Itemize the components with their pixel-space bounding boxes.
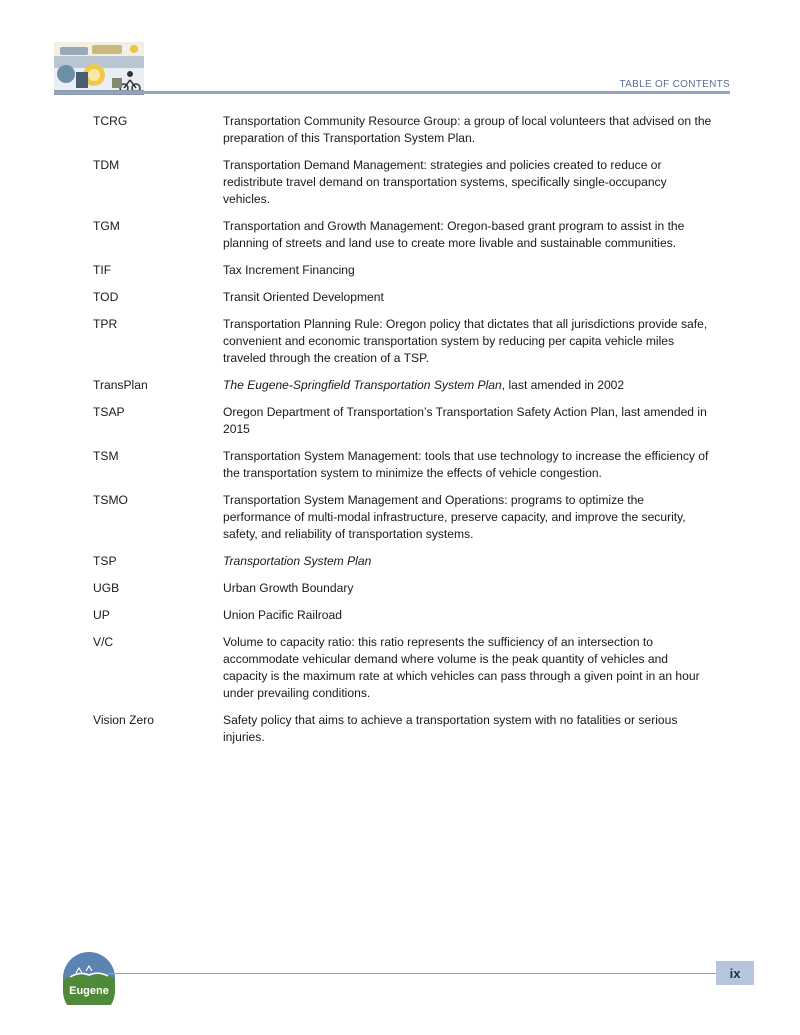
glossary-row	[93, 492, 713, 543]
glossary-definition: Transit Oriented Development	[223, 290, 384, 304]
glossary-definition: Volume to capacity ratio: this ratio represents the sufficiency of an intersection to accommodate vehicular demand where volume is the peak quantity of vehicles and capacity is the maximum rate at which vehicles can pass through a given point in an hour under prevailing conditions.	[223, 635, 700, 700]
glossary-row	[93, 316, 713, 367]
glossary-term: TSMO	[93, 493, 128, 507]
glossary-definition	[223, 377, 713, 394]
section-label: TABLE OF CONTENTS	[619, 79, 730, 90]
glossary-row	[93, 262, 713, 279]
glossary-row	[93, 157, 713, 208]
glossary-definition-rest: , last amended in 2002	[501, 378, 625, 392]
glossary-term: TransPlan	[93, 378, 148, 392]
glossary-row	[93, 113, 713, 147]
glossary-definition: Union Pacific Railroad	[223, 608, 342, 622]
glossary-definition: Transportation Planning Rule: Oregon policy that dictates that all jurisdictions provide safe, convenient and economic transportation system by reducing per capita vehicle miles traveled through the creation of a TSP.	[223, 317, 708, 365]
glossary-definition: Oregon Department of Transportation’s Transportation Safety Action Plan, last amended in 2015	[223, 405, 707, 436]
glossary-term: TSM	[93, 449, 119, 463]
glossary-row	[93, 218, 713, 252]
glossary-term: V/C	[93, 635, 114, 649]
glossary-definition: Safety policy that aims to achieve a transportation system with no fatalities or serious injuries.	[223, 713, 678, 744]
glossary-term: TPR	[93, 317, 118, 331]
glossary-term: TOD	[93, 290, 119, 304]
glossary-term: TCRG	[93, 114, 128, 128]
glossary-definition: Transportation System Management and Operations: programs to optimize the performance of multi-modal infrastructure, preserve capacity, and improve the security, safety, and reliability of transportation systems.	[223, 493, 686, 541]
glossary-row	[93, 553, 713, 570]
glossary-row	[93, 607, 713, 624]
glossary-term: TDM	[93, 158, 120, 172]
page-number: ix	[716, 961, 754, 985]
glossary-definition-italic: Transportation System Plan	[223, 554, 372, 568]
glossary-row	[93, 634, 713, 702]
glossary-row	[93, 377, 713, 394]
glossary-term: TSAP	[93, 405, 125, 419]
glossary-definition-italic: The Eugene-Springfield Transportation System Plan	[223, 378, 502, 392]
glossary-list	[93, 113, 713, 756]
glossary-term: TSP	[93, 554, 117, 568]
glossary-term: UGB	[93, 581, 120, 595]
eugene-logo	[62, 951, 116, 1005]
glossary-row	[93, 580, 713, 597]
footer-divider	[108, 973, 718, 974]
glossary-row	[93, 404, 713, 438]
header-divider	[54, 91, 730, 94]
glossary-definition	[223, 553, 713, 570]
glossary-term: TIF	[93, 263, 112, 277]
glossary-term: UP	[93, 608, 110, 622]
glossary-row	[93, 712, 713, 746]
glossary-definition: Urban Growth Boundary	[223, 581, 354, 595]
glossary-row	[93, 448, 713, 482]
header-transportation-illustration	[54, 42, 144, 95]
glossary-row	[93, 289, 713, 306]
glossary-definition: Transportation Community Resource Group: a group of local volunteers that advised on the preparation of this Transportation System Plan.	[223, 114, 712, 145]
glossary-definition: Transportation System Management: tools that use technology to increase the efficiency of the transportation system to minimize the effects of vehicle congestion.	[223, 449, 709, 480]
glossary-term: Vision Zero	[93, 713, 154, 727]
glossary-definition: Transportation Demand Management: strategies and policies created to reduce or redistribute travel demand on transportation systems, specifically single-occupancy vehicles.	[223, 158, 667, 206]
glossary-definition: Transportation and Growth Management: Oregon-based grant program to assist in the planning of streets and land use to create more livable and sustainable communities.	[223, 219, 685, 250]
glossary-term: TGM	[93, 219, 120, 233]
eugene-logo-text: Eugene	[69, 985, 109, 997]
glossary-definition: Tax Increment Financing	[223, 263, 355, 277]
